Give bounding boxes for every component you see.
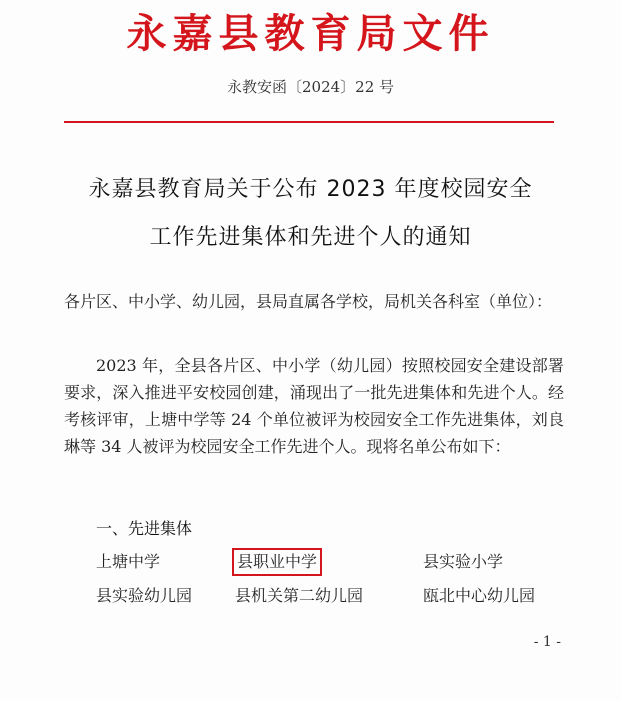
list-item: 瓯北中心幼儿园 [423, 586, 536, 605]
list-row [0, 582, 621, 612]
addressee: 各片区、中小学、幼儿园，县局直属各学校，局机关各科室（单位）： [64, 292, 553, 311]
list-row [0, 548, 621, 578]
page-number: - 1 - [533, 634, 561, 650]
list-item: 县实验小学 [423, 552, 504, 571]
document-number: 永教安函〔2024〕22 号 [226, 78, 395, 96]
list-item: 县实验幼儿园 [96, 586, 193, 605]
document-issuer-header: 永嘉县教育局文件 [126, 11, 495, 57]
list-item-highlighted: 县职业中学 [232, 548, 322, 576]
red-divider-line [64, 121, 554, 123]
list-item: 县机关第二幼儿园 [235, 586, 364, 605]
notice-title-line-2: 工作先进集体和先进个人的通知 [149, 225, 472, 250]
notice-title-line-1: 永嘉县教育局关于公布 2023 年度校园安全 [88, 177, 533, 202]
section-heading-advanced-collectives: 一、先进集体 [96, 519, 193, 538]
body-paragraph: 2023 年，全县各片区、中小学（幼儿园）按照校园安全建设部署要求，深入推进平安校园创建，涌现出了一批先进集体和先进个人。经考核评审，上塘中学等 24 个单位被评为校园安全工作先进集体，刘良琳等 34 人被评为校园安全工作先进个人。现将名单公布如下： [64, 356, 564, 456]
list-item: 上塘中学 [96, 552, 161, 571]
